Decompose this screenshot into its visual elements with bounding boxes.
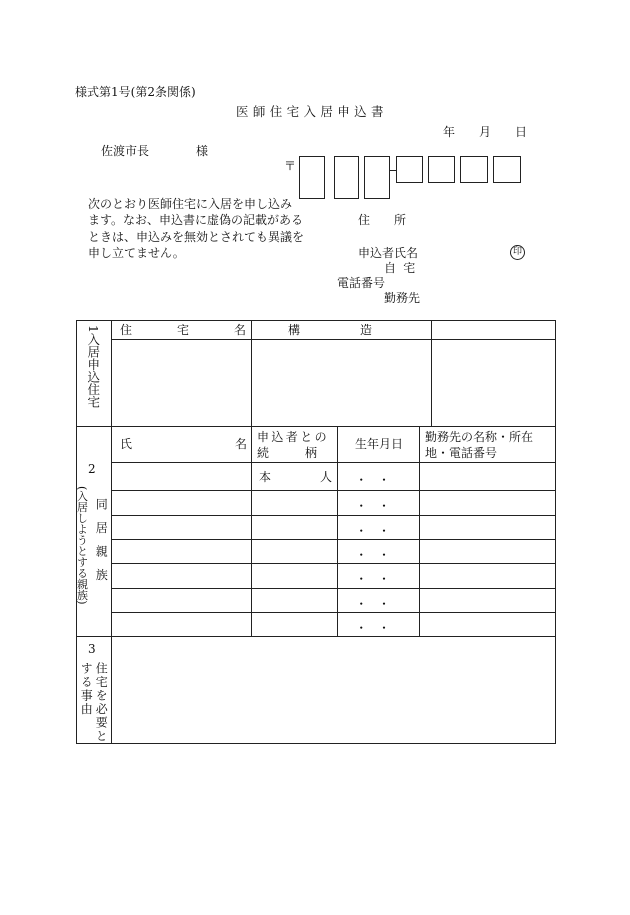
section3-label: する事由 (79, 662, 94, 716)
postal-digit-box[interactable] (299, 156, 325, 199)
form-number: 様式第1号(第2条関係) (75, 85, 196, 99)
birthdate-dots[interactable]: ・・ (355, 572, 401, 586)
section2-label-main: 同居親族 (94, 498, 109, 592)
housing-name-cell[interactable] (112, 340, 251, 426)
declaration-line: 申し立てません。 (88, 246, 185, 260)
postal-mark: 〒 (284, 159, 297, 173)
section2-row-line (111, 515, 555, 516)
section2-number: 2 (88, 462, 96, 476)
reason-field[interactable] (112, 637, 554, 742)
birthdate-dots[interactable]: ・・ (355, 499, 401, 513)
self-label-a: 本 (259, 470, 272, 484)
postal-digit-box[interactable] (396, 156, 423, 183)
section3-label: 住宅を必要と (94, 662, 109, 743)
section2-row-line (111, 612, 555, 613)
section1-col-name: 住 宅 名 (120, 323, 246, 337)
section2-col-birth: 生年月日 (355, 437, 404, 451)
section2-col-name-a: 氏 (120, 437, 133, 451)
birthdate-dots[interactable]: ・・ (355, 621, 401, 635)
section2-col-work: 地・電話番号 (425, 446, 498, 460)
section-divider (76, 426, 555, 427)
home-label: 自宅 (384, 261, 423, 275)
section2-col-name-b: 名 (235, 437, 248, 451)
seal-mark: 印 (510, 245, 525, 260)
section2-col-divider (251, 426, 252, 636)
declaration-line: ます。なお、申込書に虚偽の記載がある (88, 213, 304, 227)
section2-row-line (111, 490, 555, 491)
postal-digit-box[interactable] (460, 156, 488, 183)
birthdate-dots[interactable]: ・・ (355, 473, 401, 487)
section2-col-relation: 申込者との (257, 430, 330, 444)
phone-label: 電話番号 (337, 276, 386, 290)
section1-label: 1入居申込住宅 (85, 325, 101, 408)
postal-digit-box[interactable] (364, 156, 390, 199)
section2-row-line (111, 539, 555, 540)
applicant-name-label: 申込者氏名 (358, 246, 419, 260)
postal-digit-box[interactable] (493, 156, 521, 183)
date-day-label: 日 (515, 125, 528, 139)
birthdate-dots[interactable]: ・・ (355, 548, 401, 562)
self-label-b: 人 (320, 470, 333, 484)
birthdate-dots[interactable]: ・・ (355, 524, 401, 538)
date-year-label: 年 (443, 125, 456, 139)
section2-col-relation: 続 柄 (257, 446, 318, 460)
section2-col-work: 勤務先の名称・所在 (425, 430, 534, 444)
declaration-line: 次のとおり医師住宅に入居を申し込み (88, 197, 293, 211)
date-month-label: 月 (479, 125, 492, 139)
work-label: 勤務先 (384, 291, 421, 305)
postal-digit-box[interactable] (428, 156, 455, 183)
page-title: 医師住宅入居申込書 (236, 104, 388, 119)
postal-digit-box[interactable] (334, 156, 359, 199)
housing-structure-cell[interactable] (252, 340, 431, 426)
section3-number: 3 (88, 642, 96, 656)
declaration-line: ときは、申込みを無効とされても異議を (88, 230, 305, 244)
section2-row-line (111, 462, 555, 463)
section2-row-line (111, 588, 555, 589)
honorific: 様 (196, 144, 209, 158)
birthdate-dots[interactable]: ・・ (355, 597, 401, 611)
section2-label-paren: (入居しようとする親族) (75, 486, 89, 605)
section1-col-structure: 構 造 (288, 323, 373, 337)
section2-col-divider (419, 426, 420, 636)
addressee: 佐渡市長 (101, 144, 150, 158)
postal-hyphen (389, 170, 396, 171)
section2-row-line (111, 563, 555, 564)
address-label: 住 所 (358, 213, 407, 227)
housing-extra-cell[interactable] (432, 340, 554, 426)
